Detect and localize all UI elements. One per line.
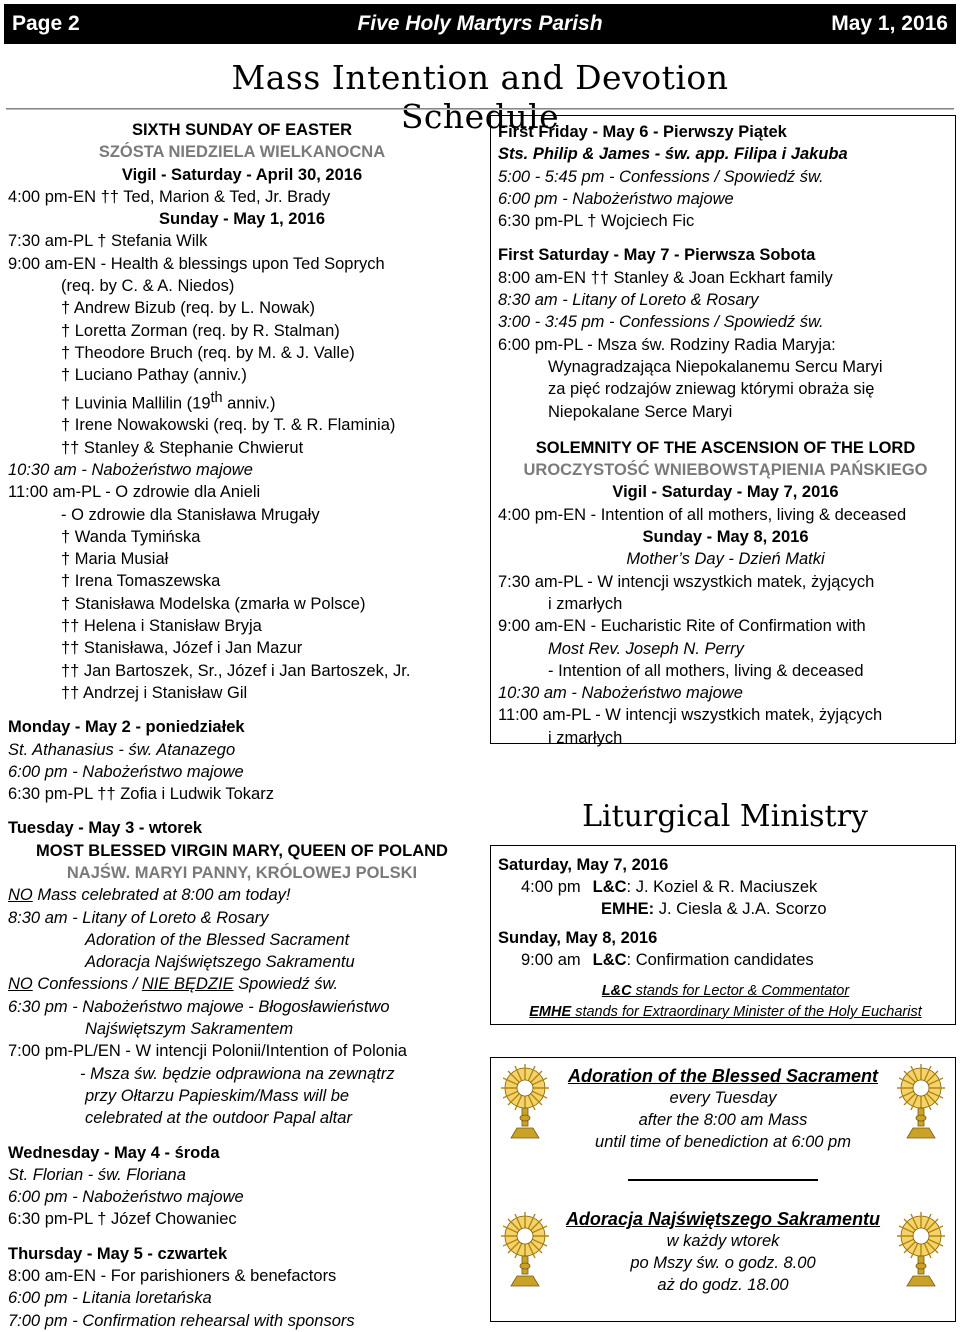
- intention-line: † Andrew Bizub (req. by L. Nowak): [61, 299, 316, 318]
- day-heading: Tuesday - May 3 - wtorek: [8, 819, 203, 838]
- devotion-line: 8:30 am - Litany of Loreto & Rosary: [498, 291, 759, 310]
- feast-line: Sts. Philip & James - św. app. Filipa i Jakuba: [498, 145, 848, 164]
- lc-label: L&C: [592, 951, 627, 969]
- ministry-time: 4:00 pm: [521, 878, 581, 896]
- superscript: th: [210, 389, 223, 406]
- devotion-line: 8:30 am - Litany of Loreto & Rosary: [8, 908, 269, 927]
- adoration-line: w każdy wtorek: [666, 1232, 780, 1250]
- intention-line: - O zdrowie dla Stanisława Mrugały: [61, 505, 320, 524]
- intention-line: [8, 387, 476, 415]
- intention-line: † Stanisława Modelska (zmarła w Polsce): [61, 594, 366, 613]
- devotion-line: 5:00 - 5:45 pm - Confessions / Spowiedź św.: [498, 167, 824, 186]
- right-column: [498, 121, 953, 749]
- devotion-line: 6:00 pm - Nabożeństwo majowe: [8, 762, 244, 781]
- ministry-content: [498, 851, 953, 1023]
- parish-name: Five Holy Martyrs Parish: [357, 12, 603, 35]
- day-heading: First Saturday - May 7 - Pierwsza Sobota: [498, 246, 816, 265]
- feast-title: MOST BLESSED VIRGIN MARY, QUEEN OF POLAND: [36, 841, 448, 860]
- intention-line: † Maria Musiał: [61, 550, 169, 569]
- intention-text: † Luvinia Mallilin (19: [61, 394, 211, 413]
- intention-line: †† Andrzej i Stanisław Gil: [61, 683, 248, 702]
- emhe-label: EMHE: [529, 1004, 572, 1020]
- mass-note: Niepokalane Serce Maryi: [548, 402, 733, 421]
- devotion-line: 6:30 pm - Nabożeństwo majowe - Błogosławieństwo: [8, 997, 390, 1016]
- ministry-line: [498, 898, 953, 920]
- devotion-line: Adoration of the Blessed Sacrament: [85, 930, 350, 949]
- devotion-line: Adoracja Najświętszego Sakramentu: [85, 953, 355, 972]
- devotion-line: 6:00 pm - Nabożeństwo majowe: [8, 1188, 244, 1207]
- day-heading: Monday - May 2 - poniedziałek: [8, 718, 245, 737]
- sunday-heading: Sunday - May 8, 2016: [642, 528, 809, 547]
- legend-text: stands for Extraordinary Minister of the Holy Eucharist: [571, 1004, 922, 1020]
- mass-note: przy Ołtarzu Papieskim/Mass will be: [85, 1086, 350, 1105]
- devotion-line: 7:00 pm - Confirmation rehearsal with sponsors: [8, 1311, 355, 1330]
- ministry-date: Saturday, May 7, 2016: [498, 856, 669, 874]
- mass-line: 6:30 pm-PL † Józef Chowaniec: [8, 1210, 237, 1229]
- mass-line: 6:30 pm-PL † Wojciech Fic: [498, 212, 695, 231]
- feast-title-pl: NAJŚW. MARYI PANNY, KRÓLOWEJ POLSKI: [66, 864, 418, 882]
- notice-text: Mass celebrated at 8:00 am today!: [32, 886, 291, 905]
- ministry-time: 9:00 am: [521, 951, 581, 969]
- mass-line: 4:00 pm-EN - Intention of all mothers, living & deceased: [498, 505, 907, 524]
- nie-emphasis: NIE BĘDZIE: [141, 975, 234, 994]
- mothers-day: Mother’s Day - Dzień Matki: [626, 550, 825, 569]
- mass-line: [498, 615, 953, 637]
- sunday-title-pl: SZÓSTA NIEDZIELA WIELKANOCNA: [98, 143, 386, 162]
- title-rule: [6, 108, 954, 109]
- adoration-line: po Mszy św. o godz. 8.00: [630, 1254, 816, 1272]
- day-heading: Thursday - May 5 - czwartek: [8, 1244, 228, 1263]
- page-number: Page 2: [12, 12, 80, 35]
- mass-note: i zmarłych: [548, 728, 623, 747]
- intention-line: † Irena Tomaszewska: [61, 572, 221, 591]
- schedule-title: Mass Intention and Devotion Schedule: [231, 58, 729, 136]
- devotion-line: Najświętszym Sakramentem: [85, 1020, 294, 1039]
- ministry-names: : J. Koziel & R. Maciuszek: [626, 878, 818, 896]
- ministry-date: Sunday, May 8, 2016: [498, 929, 658, 947]
- feast-line: St. Athanasius - św. Atanazego: [8, 740, 236, 759]
- intention-line: †† Stanley & Stephanie Chwierut: [61, 438, 304, 457]
- lc-label: L&C: [592, 878, 627, 896]
- intention-line: † Loretta Zorman (req. by R. Stalman): [61, 321, 340, 340]
- intention-line: † Theodore Bruch (req. by M. & J. Valle): [61, 343, 355, 362]
- divider: [628, 1179, 818, 1181]
- mass-line: 8:00 am-EN †† Stanley & Joan Eckhart family: [498, 268, 833, 287]
- mass-line: 6:30 pm-PL †† Zofia i Ludwik Tokarz: [8, 785, 274, 804]
- legend-line: [498, 981, 953, 1002]
- solemnity-title: SOLEMNITY OF THE ASCENSION OF THE LORD: [535, 438, 916, 457]
- mass-line: 8:00 am-EN - For parishioners & benefactors: [8, 1267, 337, 1286]
- mass-text: 9:00 am-EN - Eucharistic Rite of Confirmation with: [498, 617, 866, 636]
- sunday-title: SIXTH SUNDAY OF EASTER: [131, 121, 353, 139]
- ministry-names: : Confirmation candidates: [626, 951, 814, 969]
- mass-line: 11:00 am-PL - W intencji wszystkich matek, żyjących: [498, 706, 883, 725]
- day-heading: Wednesday - May 4 - środa: [8, 1143, 220, 1162]
- adoration-title-en: Adoration of the Blessed Sacrament: [567, 1066, 879, 1086]
- adoration-line: every Tuesday: [669, 1089, 777, 1107]
- mass-note: celebrated at the outdoor Papal altar: [85, 1109, 352, 1128]
- intention-line: † Wanda Tymińska: [61, 527, 201, 546]
- adoration-box: [490, 1057, 956, 1322]
- liturgical-ministry-title: Liturgical Ministry: [560, 793, 890, 841]
- devotion-line: 6:00 pm - Nabożeństwo majowe: [498, 189, 734, 208]
- notice-line: [8, 973, 476, 995]
- first-friday-box: [490, 115, 956, 747]
- notice-text: Confessions /: [32, 975, 142, 994]
- devotion-line: 10:30 am - Nabożeństwo majowe: [498, 684, 743, 703]
- sunday-heading: Sunday - May 1, 2016: [159, 210, 325, 229]
- intention-line: † Irene Nowakowski (req. by T. & R. Flaminia): [61, 416, 396, 435]
- intention-line: †† Helena i Stanisław Bryja: [61, 617, 262, 636]
- feast-line: St. Florian - św. Floriana: [8, 1165, 186, 1184]
- day-heading: First Friday - May 6 - Pierwszy Piątek: [498, 123, 787, 141]
- mass-line: 6:00 pm-PL - Msza św. Rodziny Radia Maryja:: [498, 335, 836, 354]
- intention-line: (req. by C. & A. Niedos): [61, 277, 235, 296]
- devotion-line: 6:00 pm - Litania loretańska: [8, 1289, 212, 1308]
- adoration-line: aż do godz. 18.00: [657, 1276, 789, 1294]
- intention-line: †† Jan Bartoszek, Sr., Józef i Jan Bartoszek, Jr.: [61, 661, 411, 680]
- ministry-names: J. Ciesla & J.A. Scorzo: [654, 900, 827, 918]
- intention-line: † Luciano Pathay (anniv.): [61, 366, 247, 385]
- devotion-line: 10:30 am - Nabożeństwo majowe: [8, 460, 253, 479]
- adoration-title-pl: Adoracja Najświętszego Sakramentu: [565, 1209, 881, 1229]
- adoration-content: [491, 1058, 955, 1296]
- no-emphasis: NO: [8, 886, 33, 905]
- vigil-heading: Vigil - Saturday - May 7, 2016: [612, 483, 839, 502]
- mass-line: 4:00 pm-EN †† Ted, Marion & Ted, Jr. Brady: [8, 187, 331, 206]
- mass-note: - Intention of all mothers, living & deceased: [548, 661, 864, 680]
- mass-note: i zmarłych: [548, 594, 623, 613]
- vigil-heading: Vigil - Saturday - April 30, 2016: [121, 165, 363, 184]
- mass-line: 9:00 am-EN - Health & blessings upon Ted Soprych: [8, 254, 385, 273]
- mass-line: 7:30 am-PL - W intencji wszystkich matek, żyjących: [498, 572, 875, 591]
- notice-line: [8, 884, 476, 906]
- mass-note: Wynagradzająca Niepokalanemu Sercu Maryi: [548, 357, 883, 376]
- intention-line: †† Stanisława, Józef i Jan Mazur: [61, 639, 303, 658]
- mass-line: 11:00 am-PL - O zdrowie dla Anieli: [8, 483, 261, 502]
- adoration-line: after the 8:00 am Mass: [638, 1111, 808, 1129]
- mass-line: 7:00 pm-PL/EN - W intencji Polonii/Intention of Polonia: [8, 1042, 407, 1061]
- legend-line: [498, 1002, 953, 1023]
- notice-text: Spowiedź św.: [233, 975, 339, 994]
- mass-note: za pięć rodzajów zniewag którymi obraża się: [548, 380, 875, 399]
- mass-line: 7:30 am-PL † Stefania Wilk: [8, 232, 208, 251]
- issue-date: May 1, 2016: [831, 12, 948, 35]
- no-emphasis: NO: [8, 975, 33, 994]
- emhe-label: EMHE:: [601, 900, 655, 918]
- solemnity-title-pl: UROCZYSTOŚĆ WNIEBOWSTĄPIENIA PAŃSKIEGO: [523, 461, 928, 480]
- left-column: [8, 119, 476, 1332]
- mass-note: - Msza św. będzie odprawiona na zewnątrz: [80, 1064, 395, 1083]
- mass-note: Most Rev. Joseph N. Perry: [548, 639, 744, 658]
- intention-text: anniv.): [222, 394, 276, 413]
- ministry-line: [498, 949, 953, 971]
- legend-text: stands for Lector & Commentator: [631, 983, 850, 999]
- lc-label: L&C: [601, 983, 632, 999]
- adoration-line: until time of benediction at 6:00 pm: [595, 1133, 851, 1151]
- devotion-line: 3:00 - 3:45 pm - Confessions / Spowiedź św.: [498, 313, 824, 332]
- ministry-line: [498, 876, 953, 898]
- liturgical-ministry-box: [490, 845, 956, 1025]
- page-header: [4, 4, 956, 44]
